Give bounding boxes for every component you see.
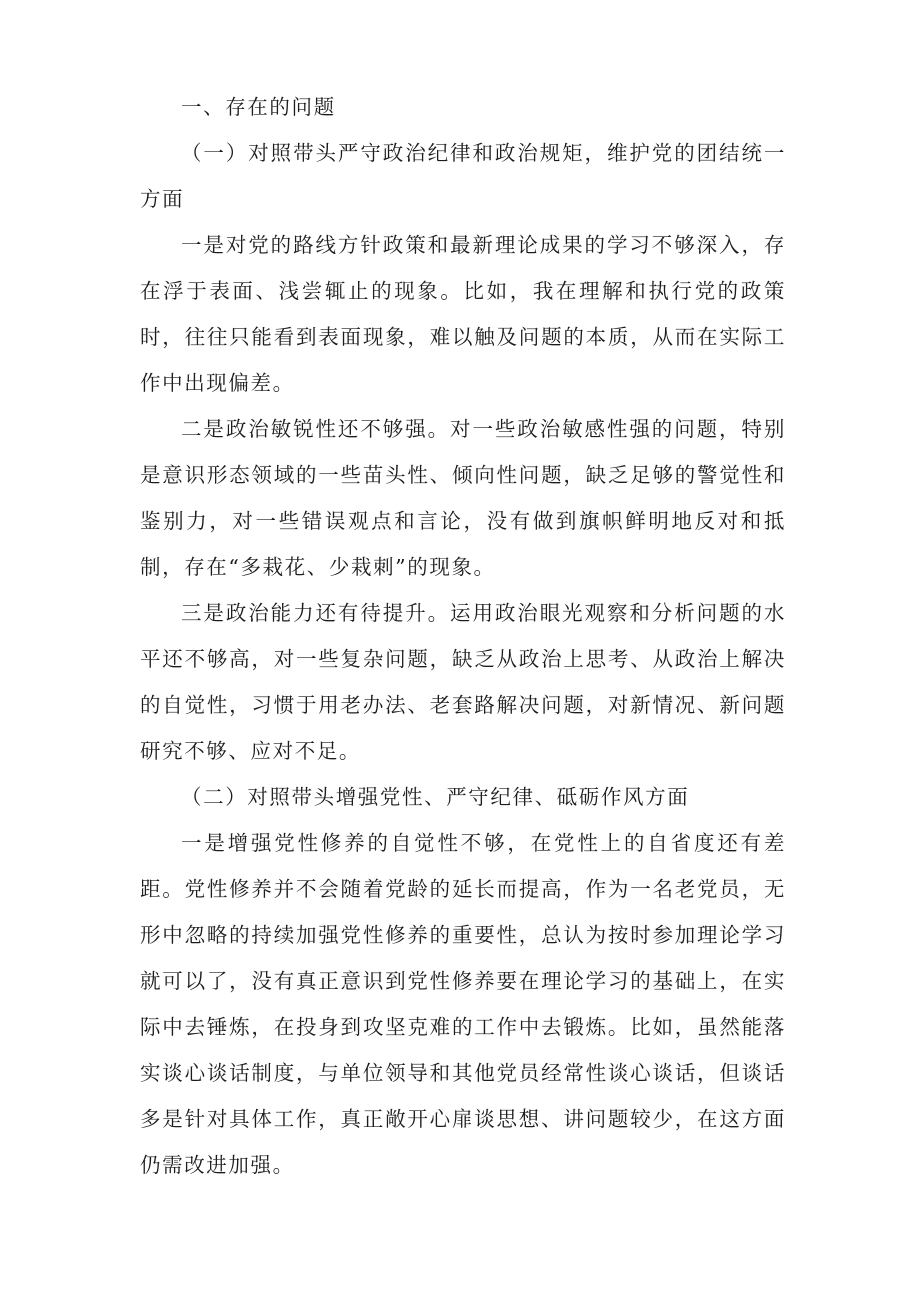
section-1-paragraph-2: 二是政治敏锐性还不够强。对一些政治敏感性强的问题，特别是意识形态领域的一些苗头性、倾向性问题，缺乏足够的警觉性和鉴别力，对一些错误观点和言论，没有做到旗帜鲜明地反对和抵制，存在“多栽花、少栽刺”的现象。 [140,417,786,579]
section-1-paragraph-3: 三是政治能力还有待提升。运用政治眼光观察和分析问题的水平还不够高，对一些复杂问题，缺乏从政治上思考、从政治上解决的自觉性，习惯于用老办法、老套路解决问题，对新情况、新问题研究不够、应对不足。 [140,601,786,763]
section-2-title: （二）对照带头增强党性、严守纪律、砥砺作风方面 [181,785,690,809]
section-1-title: （一）对照带头严守政治纪律和政治规矩，维护党的团结统一方面 [140,141,786,211]
section-1-paragraph-1: 一是对党的路线方针政策和最新理论成果的学习不够深入，存在浮于表面、浅尝辄止的现象。比如，我在理解和执行党的政策时，往往只能看到表面现象，难以触及问题的本质，从而在实际工作中出现偏差。 [140,233,786,395]
section-2-paragraph-1: 一是增强党性修养的自觉性不够，在党性上的自省度还有差距。党性修养并不会随着党龄的延长而提高，作为一名老党员，无形中忽略的持续加强党性修养的重要性，总认为按时参加理论学习就可以了，没有真正意识到党性修养要在理论学习的基础上，在实际中去锤炼，在投身到攻坚克难的工作中去锻炼。比如，虽然能落实谈心谈话制度，与单位领导和其他党员经常性谈心谈话，但谈话多是针对具体工作，真正敞开心扉谈思想、讲问题较少，在这方面仍需改进加强。 [140,831,786,1177]
document-page [140,84,786,1188]
main-heading: 一、存在的问题 [181,95,336,119]
